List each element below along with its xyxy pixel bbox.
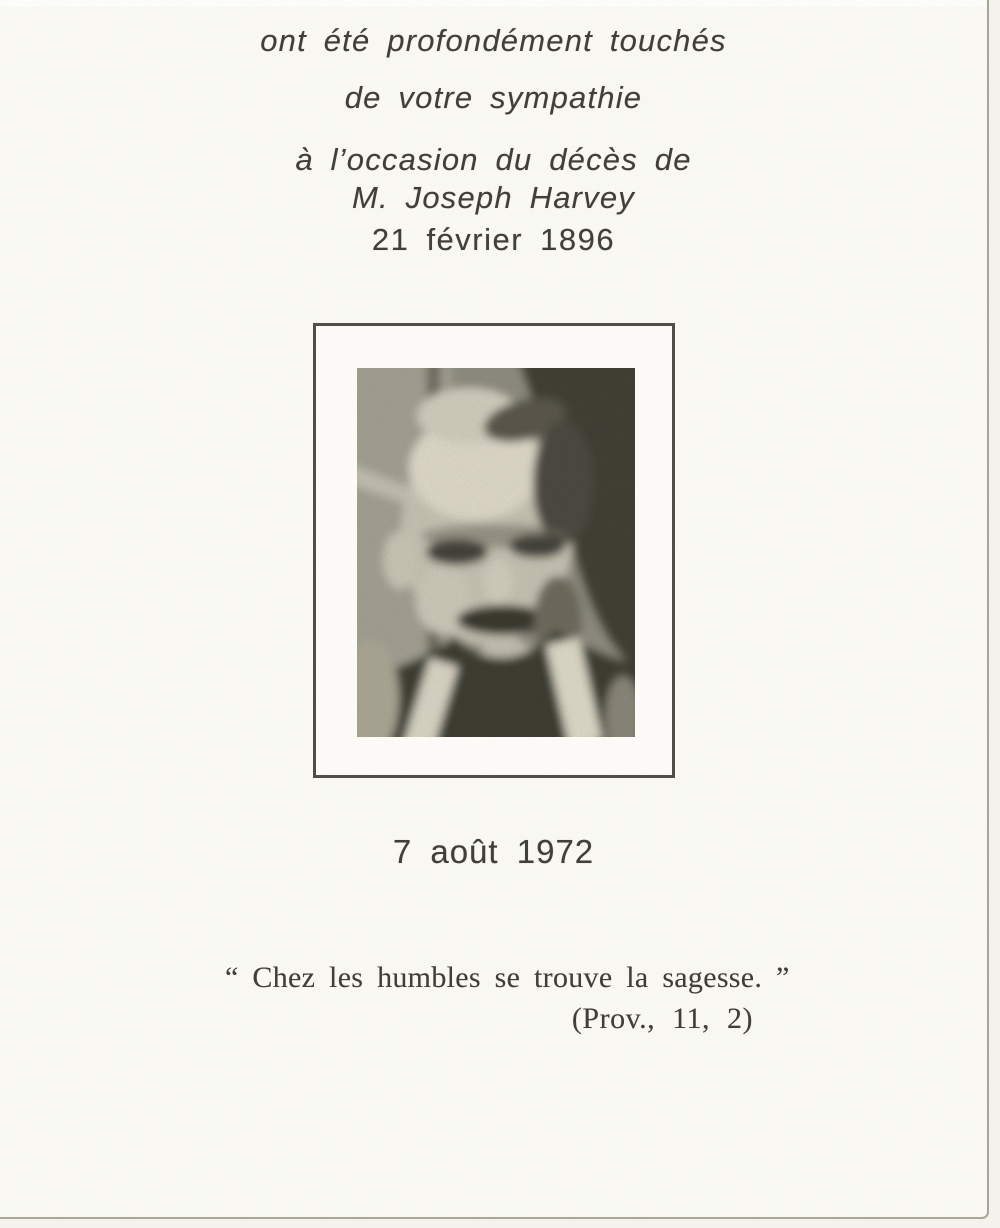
opening-line-1: ont été profondément touchés: [260, 23, 727, 58]
deceased-name: M. Joseph Harvey: [351, 180, 636, 215]
memorial-quote: [225, 961, 790, 1035]
quote-source: (Prov., 11, 2): [571, 1002, 753, 1035]
quote-text: “ Chez les humbles se trouve la sagesse. ”: [225, 961, 790, 994]
opening-line-2: de votre sympathie: [344, 80, 643, 115]
death-date: 7 août 1972: [392, 833, 595, 870]
deceased-portrait-photo: [357, 368, 635, 737]
occasion-line: à l’occasion du décès de: [295, 142, 692, 177]
birth-date: 21 février 1896: [371, 222, 616, 257]
photo-frame: [313, 323, 675, 778]
